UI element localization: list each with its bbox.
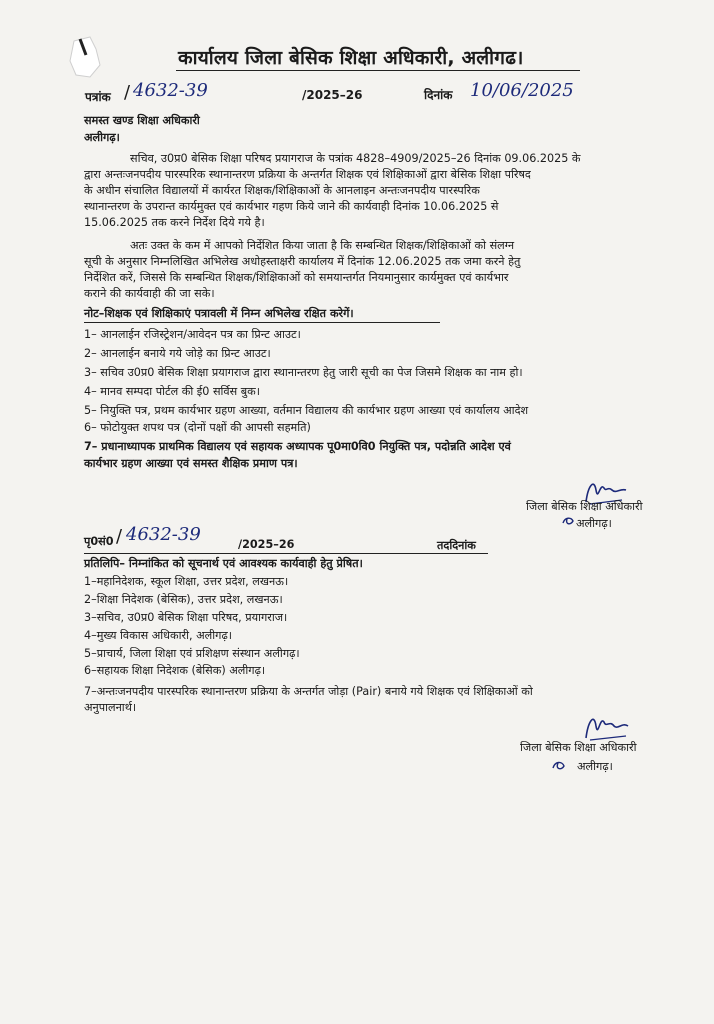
signature2-place: अलीगढ़।	[577, 760, 613, 773]
note-item: 3– सचिव उ0प्र0 बेसिक शिक्षा प्रयागराज द्वारा स्थानान्तरण हेतु जारी सूची का पेज जिसमे शिक्षक का नाम हो।	[84, 366, 523, 379]
recipient-item: 5–प्राचार्य, जिला शिक्षा एवं प्रशिक्षण संस्थान अलीगढ़।	[84, 647, 300, 660]
signature2-designation: जिला बेसिक शिक्षा अधिकारी	[520, 741, 637, 754]
initials-mark	[551, 759, 567, 772]
office-title: कार्यालय जिला बेसिक शिक्षा अधिकारी, अलीगढ।	[178, 47, 524, 69]
signature1-designation: जिला बेसिक शिक्षा अधिकारी	[526, 500, 643, 513]
note-heading: नोट–शिक्षक एवं शिक्षिकाएं पत्रावली में निम्न अभिलेख रक्षित करेगें।	[84, 307, 354, 320]
addressee-line2: अलीगढ़।	[84, 131, 120, 144]
copy-intro: प्रतिलिपि– निम्नांकित को सूचनार्थ एवं आवश्यक कार्यवाही हेतु प्रेषित।	[84, 557, 363, 570]
ref-session: /2025–26	[302, 88, 363, 102]
addressee-line1: समस्त खण्ड शिक्षा अधिकारी	[84, 114, 200, 127]
initials-mark	[561, 515, 575, 527]
ref-slash: /	[124, 82, 131, 103]
note-heading-underline	[84, 322, 440, 323]
recipient7-line2: अनुपालनार्थ।	[84, 701, 137, 714]
recipient-item: 6–सहायक शिक्षा निदेशक (बेसिक) अलीगढ़।	[84, 664, 266, 677]
note-item: 4– मानव सम्पदा पोर्टल की ई0 सर्विस बुक।	[84, 385, 260, 398]
note-item7-line1: 7– प्रधानाध्यापक प्राथमिक विद्यालय एवं सहायक अध्यापक पू0मा0वि0 नियुक्ति पत्र, पदोन्नति आदेश एवं	[84, 440, 511, 453]
note-item: 6– फोटोयुक्त शपथ पत्र (दोनों पक्षों की आपसी सहमति)	[84, 421, 311, 434]
copy-ref-underline	[84, 553, 488, 554]
recipient-item: 3–सचिव, उ0प्र0 बेसिक शिक्षा परिषद, प्रयागराज।	[84, 611, 288, 624]
note-item: 5– नियुक्ति पत्र, प्रथम कार्यभार ग्रहण आख्या, वर्तमान विद्यालय की कार्यभार ग्रहण आख्या एवं कार्यालय आदेश	[84, 404, 529, 417]
copy-ref-session: /2025–26	[238, 538, 295, 551]
copy-ref-label: पृ0सं0	[84, 535, 114, 548]
note-item: 2– आनलाईन बनाये गये जोड़े का प्रिन्ट आउट।	[84, 347, 271, 360]
ref-label: पत्रांक	[85, 90, 111, 104]
recipient7-line1: 7–अन्तःजनपदीय पारस्परिक स्थानान्तरण प्रक्रिया के अन्तर्गत जोड़ा (Pair) बनाये गये शिक्षक एवं शिक्षिकाओं को	[84, 685, 533, 698]
ref-number-handwritten: 4632-39	[133, 80, 208, 101]
paper-damage-mark	[66, 35, 104, 81]
copy-date: तददिनांक	[437, 539, 476, 552]
signature-scribble	[582, 710, 632, 744]
para1-line: द्वारा अन्तःजनपदीय पारस्परिक स्थानान्तरण प्रक्रिया के अन्तर्गत शिक्षक एवं शिक्षिकाओं द्वारा बेसिक शिक्षा परिषद	[84, 168, 531, 181]
copy-ref-slash: /	[116, 526, 123, 547]
recipient-item: 4–मुख्य विकास अधिकारी, अलीगढ़।	[84, 629, 232, 642]
recipient-item: 2–शिक्षा निदेशक (बेसिक), उत्तर प्रदेश, लखनऊ।	[84, 593, 283, 606]
para2-line: सूची के अनुसार निम्नलिखित अभिलेख अधोहस्ताक्षरी कार्यालय में दिनांक 12.06.2025 तक जमा करने हेतु	[84, 255, 521, 268]
para2-line: कराने की कार्यवाही की जा सके।	[84, 287, 215, 300]
title-underline	[176, 70, 580, 71]
para1-line: स्थानान्तरण के उपरान्त कार्यमुक्त एवं कार्यभार गहण किये जाने की कार्यवाही दिनांक 10.06.2025 से	[84, 200, 499, 213]
para2-line: निर्देशित करें, जिससे कि सम्बन्धित शिक्षक/शिक्षिकाओं को समयान्तर्गत नियमानुसार कार्यमुक्त एवं कार्यभार	[84, 271, 509, 284]
signature1-place: अलीगढ़।	[576, 517, 612, 530]
para1-line: के अधीन संचालित विद्यालयों में कार्यरत शिक्षक/शिक्षिकाओं के आनलाइन अन्तःजनपदीय पारस्परिक	[84, 184, 480, 197]
copy-ref-number-handwritten: 4632-39	[126, 524, 201, 545]
note-item: 1– आनलाईन रजिस्ट्रेशन/आवेदन पत्र का प्रिन्ट आउट।	[84, 328, 301, 341]
recipient-item: 1–महानिदेशक, स्कूल शिक्षा, उत्तर प्रदेश, लखनऊ।	[84, 575, 289, 588]
date-label: दिनांक	[424, 88, 453, 102]
note-item7-line2: कार्यभार ग्रहण आख्या एवं समस्त शैक्षिक प्रमाण पत्र।	[84, 457, 298, 470]
para2-line: अतः उक्त के कम में आपको निर्देशित किया जाता है कि सम्बन्धित शिक्षक/शिक्षिकाओं को संलग्न	[130, 239, 515, 252]
para1-line: सचिव, उ0प्र0 बेसिक शिक्षा परिषद प्रयागराज के पत्रांक 4828–4909/2025–26 दिनांक 09.06.2025 के	[130, 152, 581, 165]
date-handwritten: 10/06/2025	[470, 80, 574, 101]
para1-line: 15.06.2025 तक करने निर्देश दिये गये है।	[84, 216, 265, 229]
